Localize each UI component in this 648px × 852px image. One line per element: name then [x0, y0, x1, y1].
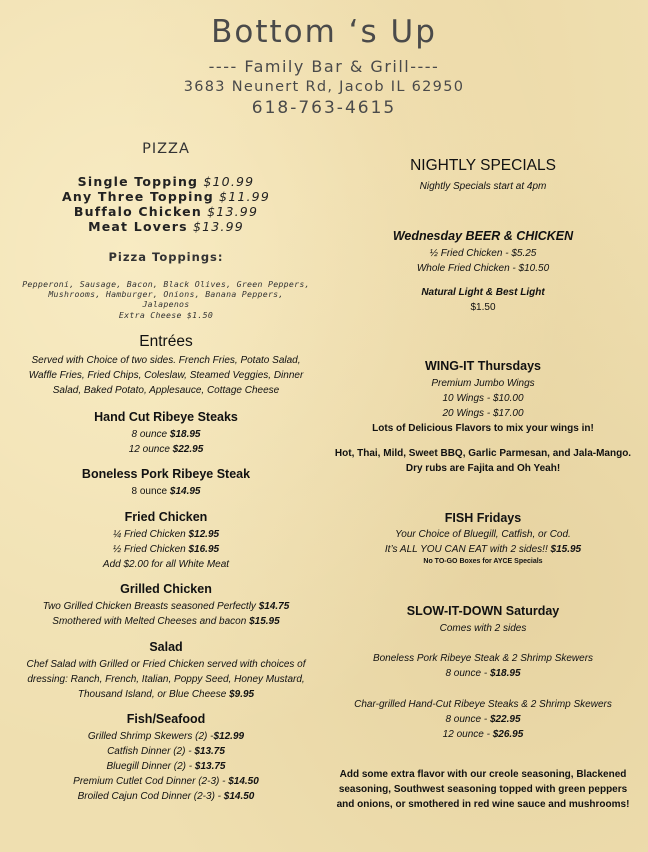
price-line: ½ Fried Chicken $16.95	[112, 544, 220, 555]
friday-line: It’s ALL YOU CAN EAT with 2 sides!! $15.95	[384, 544, 582, 555]
ribeye-title: Hand Cut Ribeye Steaks	[94, 410, 238, 424]
flavor-line: seasoning, Southwest seasoning topped with green peppers	[338, 784, 628, 795]
flavor-line: Add some extra flavor with our creole seasoning, Blackened	[339, 769, 627, 780]
price-line: Premium Jumbo Wings	[431, 378, 535, 389]
pizza-item: Any Three Topping $11.99	[62, 189, 270, 204]
price-line: Catfish Dinner (2) - $13.75	[107, 746, 225, 757]
flavor-line: and onions, or smothered in red wine sauce and mushrooms!	[336, 799, 630, 810]
saturday-steak	[326, 697, 640, 742]
fish-title: Fish/Seafood	[126, 712, 206, 726]
specials-subheading: Nightly Specials start at 4pm	[419, 181, 547, 192]
pizza-heading: PIZZA	[142, 141, 190, 157]
thursday-flavors: Lots of Delicious Flavors to mix your wings in!	[372, 423, 594, 434]
topping-line: Jalapenos	[142, 299, 190, 310]
price-line: ½ Fried Chicken - $5.25	[429, 248, 537, 259]
price-line: 20 Wings - $17.00	[442, 408, 524, 419]
restaurant-tagline: ---- Family Bar & Grill----	[208, 57, 440, 76]
friday-line: Your Choice of Bluegill, Catfish, or Cod.	[395, 529, 571, 540]
saturday-line: Char-grilled Hand-Cut Ribeye Steaks & 2 Shrimp Skewers	[354, 699, 612, 710]
price-line: 10 Wings - $10.00	[442, 393, 524, 404]
thursday-sauces	[318, 446, 648, 476]
thursday-prices	[326, 376, 640, 421]
pork-title: Boneless Pork Ribeye Steak	[81, 467, 251, 481]
intro-line: Salad, Baked Potato, Applesauce, Cottage Cheese	[52, 385, 280, 396]
beer-price: $1.50	[470, 302, 496, 313]
thursday-title: WING-IT Thursdays	[425, 359, 541, 373]
wednesday-prices	[326, 246, 640, 276]
price-line: Broiled Cajun Cod Dinner (2-3) - $14.50	[77, 791, 255, 802]
price-line: Two Grilled Chicken Breasts seasoned Perfectly $14.75	[42, 601, 290, 612]
price-line: ¼ Fried Chicken $12.95	[112, 529, 220, 540]
topping-line: Pepperoni, Sausage, Bacon, Black Olives, Green Peppers,	[22, 279, 310, 289]
fried-chicken-title: Fried Chicken	[124, 510, 208, 524]
price-line: 12 ounce - $26.95	[442, 729, 524, 740]
pizza-item: Meat Lovers $13.99	[88, 219, 244, 234]
ribeye-prices	[14, 427, 318, 457]
topping-line: Mushrooms, Hamburger, Onions, Banana Peppers,	[48, 289, 284, 300]
price-line: Bluegill Dinner (2) - $13.75	[106, 761, 226, 772]
pork-prices	[14, 484, 318, 499]
price-line: 8 ounce $14.95	[131, 486, 201, 497]
grilled-chicken-title: Grilled Chicken	[120, 582, 212, 596]
price-line: 8 ounce - $18.95	[445, 668, 521, 679]
entrees-heading: Entrées	[139, 333, 193, 350]
specials-heading: NIGHTLY SPECIALS	[410, 157, 556, 174]
extra-flavor-note	[318, 767, 648, 812]
wednesday-beer	[326, 285, 640, 315]
pizza-item: Single Topping $10.99	[77, 174, 255, 189]
saturday-line: Boneless Pork Ribeye Steak & 2 Shrimp Skewers	[372, 653, 594, 664]
grilled-chicken-prices	[14, 599, 318, 629]
saturday-title: SLOW-IT-DOWN Saturday	[406, 604, 560, 618]
friday-note: No TO-GO Boxes for AYCE Specials	[423, 558, 543, 565]
beer-title: Natural Light & Best Light	[421, 287, 545, 298]
sauce-line: Dry rubs are Fajita and Oh Yeah!	[405, 463, 561, 474]
entrees-intro	[14, 353, 318, 398]
saturday-sub: Comes with 2 sides	[439, 623, 527, 634]
restaurant-name: Bottom ‘s Up	[211, 14, 437, 50]
restaurant-phone: 618-763-4615	[251, 98, 397, 118]
price-line: dressing: Ranch, French, Italian, Poppy Seed, Honey Mustard,	[27, 674, 305, 685]
fried-chicken-prices	[14, 527, 318, 572]
price-line: Smothered with Melted Cheeses and bacon $15.95	[52, 616, 280, 627]
intro-line: Served with Choice of two sides. French Fries, Potato Salad,	[31, 355, 301, 366]
topping-line: Extra Cheese $1.50	[118, 309, 214, 320]
price-line: Premium Cutlet Cod Dinner (2-3) - $14.50	[73, 776, 259, 787]
salad-title: Salad	[149, 640, 183, 654]
price-line: Whole Fried Chicken - $10.50	[416, 263, 550, 274]
friday-title: FISH Fridays	[444, 511, 522, 525]
fish-prices	[14, 729, 318, 804]
price-line: Grilled Shrimp Skewers (2) -$12.99	[87, 731, 245, 742]
saturday-pork	[326, 651, 640, 681]
wednesday-title: Wednesday BEER & CHICKEN	[392, 229, 574, 243]
price-line: 8 ounce $18.95	[131, 429, 201, 440]
pizza-list	[0, 174, 332, 234]
pizza-toppings-list	[14, 279, 318, 320]
pizza-toppings-heading: Pizza Toppings:	[108, 250, 224, 264]
price-line: Thousand Island, or Blue Cheese $9.95	[77, 689, 255, 700]
price-line: Add $2.00 for all White Meat	[102, 559, 230, 570]
pizza-item: Buffalo Chicken $13.99	[73, 204, 259, 219]
sauce-line: Hot, Thai, Mild, Sweet BBQ, Garlic Parmesan, and Jala-Mango.	[334, 448, 632, 459]
friday-details	[326, 527, 640, 557]
intro-line: Waffle Fries, Fried Chips, Coleslaw, Steamed Veggies, Dinner	[28, 370, 304, 381]
salad-description	[14, 657, 318, 702]
price-line: 8 ounce - $22.95	[445, 714, 521, 725]
price-line: Chef Salad with Grilled or Fried Chicken served with choices of	[26, 659, 306, 670]
restaurant-address: 3683 Neunert Rd, Jacob IL 62950	[183, 79, 465, 95]
price-line: 12 ounce $22.95	[128, 444, 204, 455]
